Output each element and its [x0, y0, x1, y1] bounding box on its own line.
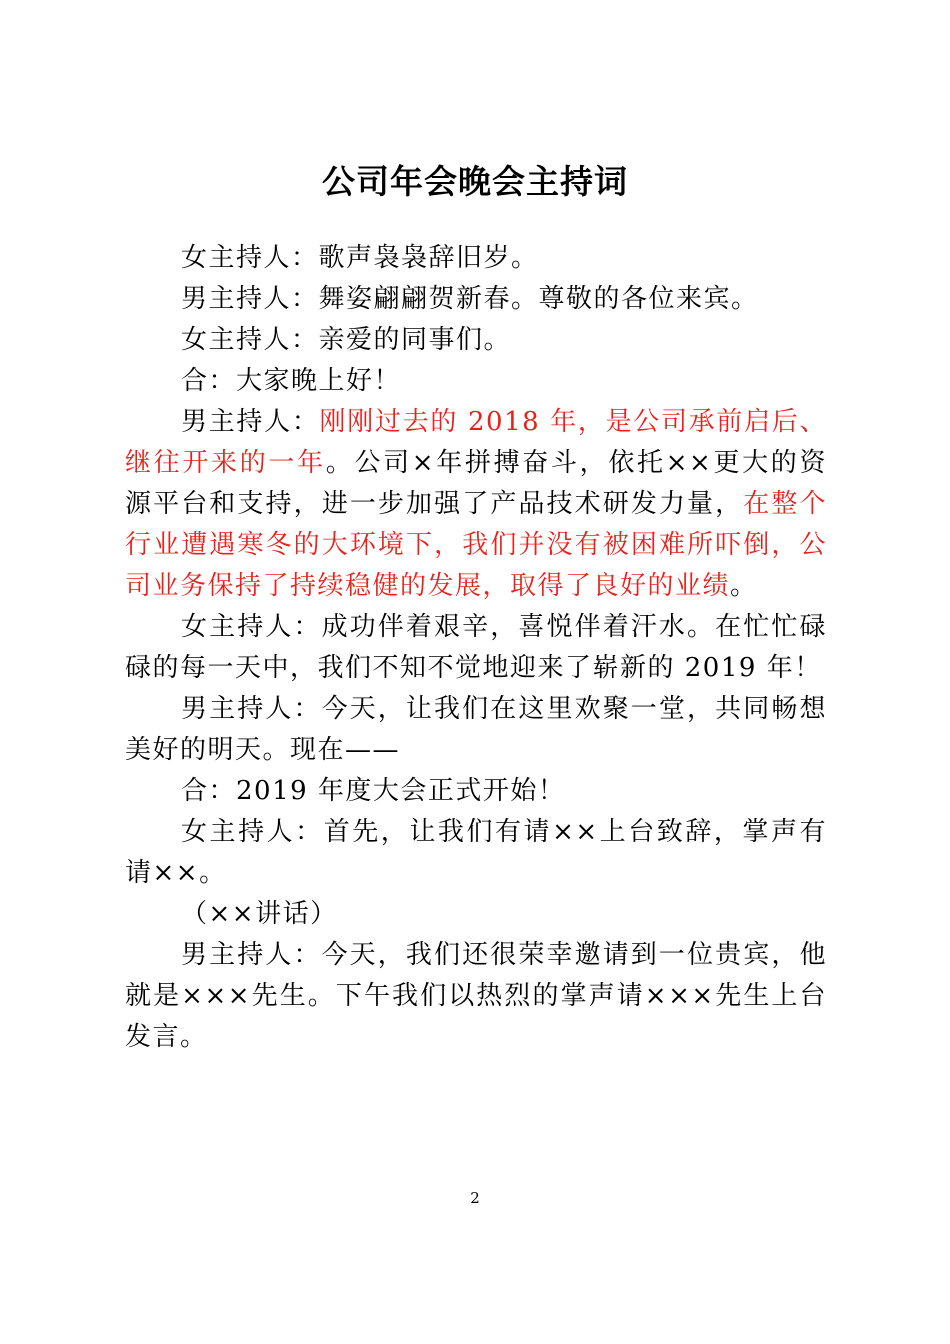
document-title: 公司年会晚会主持词: [322, 162, 628, 201]
text-segment: 男主持人：: [181, 407, 320, 437]
highlighted-text: 在整个行业遭遇寒冬的大环境下，我们并没有被困难所吓倒，公司业务保持了持续稳健的发展，取得了良好的业绩: [125, 489, 827, 601]
page-number: 2: [470, 1189, 480, 1207]
text-segment: 女主持人：亲爱的同事们。: [181, 325, 512, 355]
text-segment: 合：大家晚上好！: [181, 366, 402, 396]
text-segment: 女主持人：成功伴着艰辛，喜悦伴着汗水。在忙忙碌碌的每一天中，我们不知不觉地迎来了崭新的 2019 年！: [125, 612, 827, 683]
text-segment: 男主持人：今天，我们还很荣幸邀请到一位贵宾，他就是×××先生。下午我们以热烈的掌声请×××先生上台发言。: [125, 940, 827, 1052]
paragraph: [125, 607, 827, 689]
text-segment: 。: [730, 571, 758, 601]
paragraph: [125, 894, 827, 935]
text-segment: 男主持人：舞姿翩翩贺新春。尊敬的各位来宾。: [181, 284, 759, 314]
highlighted-text: 刚刚过去的 2018 年，是公司承前启后、继往开来的一年: [125, 407, 827, 478]
paragraph: [125, 279, 827, 320]
paragraph: [125, 689, 827, 771]
paragraph: [125, 402, 827, 607]
text-segment: 合：2019 年度大会正式开始！: [181, 776, 566, 806]
paragraph: [125, 812, 827, 894]
text-segment: 男主持人：今天，让我们在这里欢聚一堂，共同畅想美好的明天。现在——: [125, 694, 827, 765]
text-segment: （××讲话）: [181, 899, 338, 929]
paragraph: [125, 771, 827, 812]
text-segment: 女主持人：歌声袅袅辞旧岁。: [181, 243, 539, 273]
paragraph: [125, 361, 827, 402]
paragraph: [125, 320, 827, 361]
document-body: [125, 238, 827, 1058]
text-segment: 。公司×年拼搏奋斗，依托××更大的资源平台和支持，进一步加强了产品技术研发力量，: [125, 448, 827, 519]
paragraph: [125, 935, 827, 1058]
text-segment: 女主持人：首先，让我们有请××上台致辞，掌声有请××。: [125, 817, 827, 888]
paragraph: [125, 238, 827, 279]
